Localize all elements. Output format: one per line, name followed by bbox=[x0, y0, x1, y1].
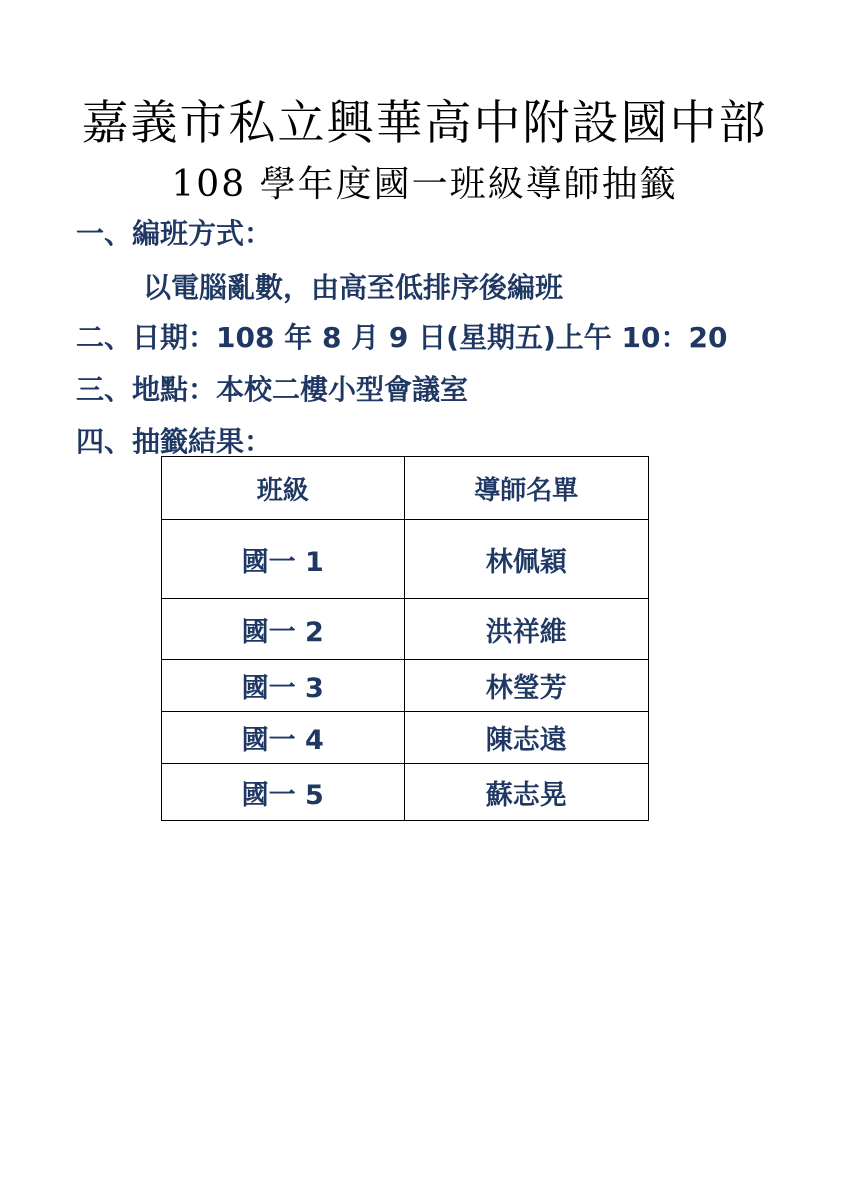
header-teacher: 導師名單 bbox=[404, 457, 649, 520]
teacher-cell: 林瑩芳 bbox=[404, 660, 649, 712]
table-row bbox=[162, 764, 649, 821]
document-subtitle: 108 學年度國一班級導師抽籤 bbox=[171, 164, 678, 205]
table-row bbox=[162, 660, 649, 712]
table-row bbox=[162, 520, 649, 599]
class-cell: 國一 3 bbox=[162, 660, 405, 712]
class-cell: 國一 4 bbox=[162, 712, 405, 764]
teacher-cell: 林佩穎 bbox=[404, 520, 649, 599]
table-row bbox=[162, 712, 649, 764]
header-class: 班級 bbox=[162, 457, 405, 520]
table-header-row bbox=[162, 457, 649, 520]
school-title: 嘉義市私立興華高中附設國中部 bbox=[81, 96, 768, 151]
method-heading: 一、編班方式： bbox=[76, 217, 273, 250]
teacher-cell: 蘇志晃 bbox=[404, 764, 649, 821]
result-heading: 四、抽籤結果： bbox=[76, 425, 273, 458]
class-cell: 國一 5 bbox=[162, 764, 405, 821]
class-cell: 國一 1 bbox=[162, 520, 405, 599]
teacher-cell: 洪祥維 bbox=[404, 599, 649, 660]
location-line: 三、地點：本校二樓小型會議室 bbox=[76, 373, 469, 406]
table-row bbox=[162, 599, 649, 660]
date-line: 二、日期：108 年 8 月 9 日(星期五)上午 10：20 bbox=[76, 321, 728, 354]
method-body: 以電腦亂數，由高至低排序後編班 bbox=[143, 271, 564, 304]
class-cell: 國一 2 bbox=[162, 599, 405, 660]
teacher-cell: 陳志遠 bbox=[404, 712, 649, 764]
result-table bbox=[161, 456, 649, 821]
